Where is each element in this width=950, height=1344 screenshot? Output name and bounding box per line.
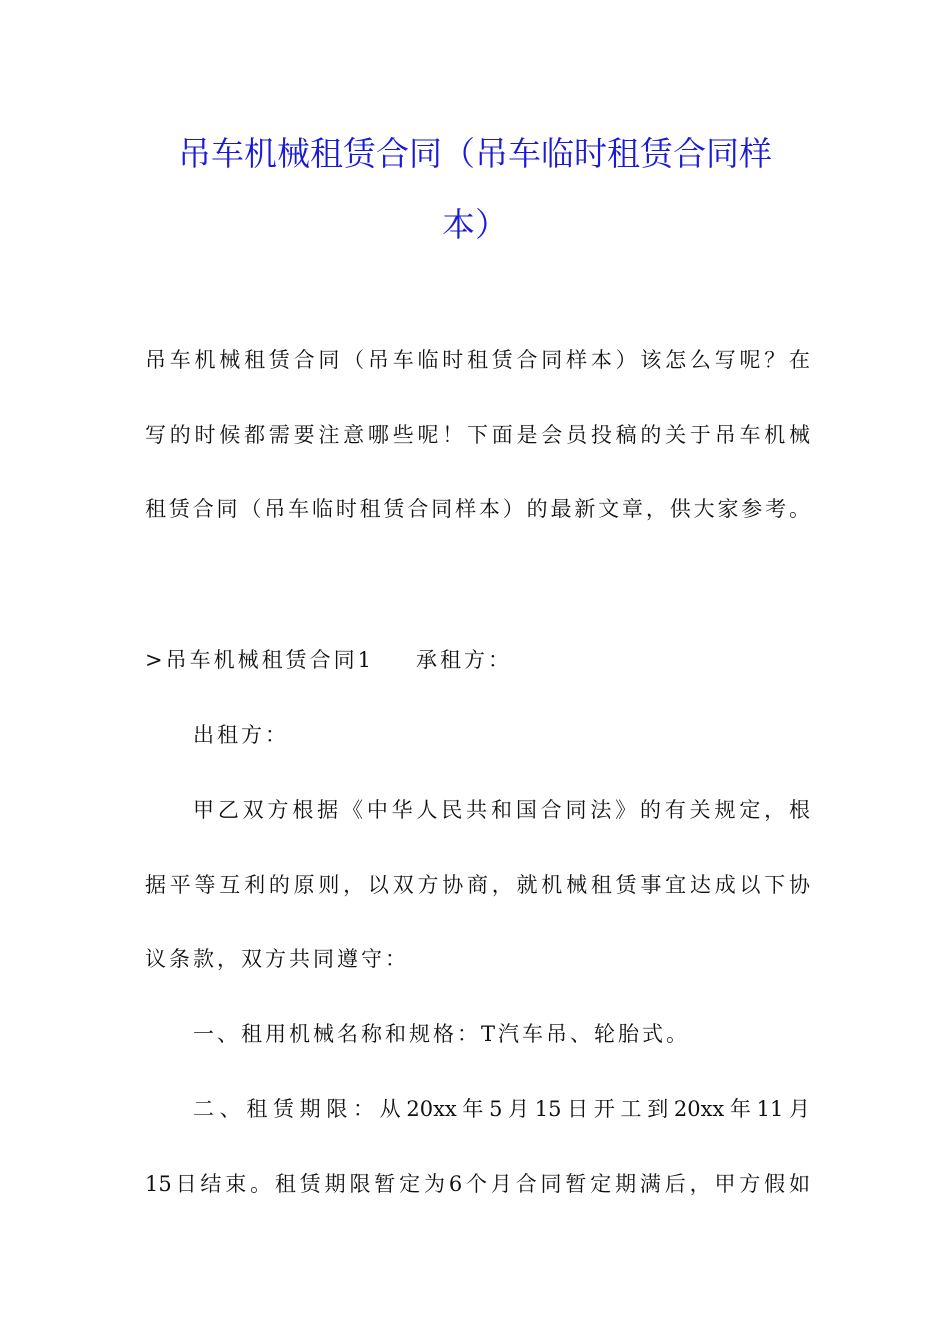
intro-line-1: 吊车机械租赁合同（吊车临时租赁合同样本）该怎么写呢？在 bbox=[145, 348, 810, 372]
document-title-line-2: 本） bbox=[442, 205, 508, 244]
lessor-label: 出租方： bbox=[193, 723, 289, 747]
contract-heading: >吊车机械租赁合同1 bbox=[145, 648, 374, 672]
contract-heading-row bbox=[145, 645, 810, 675]
document-title-line-1: 吊车机械租赁合同（吊车临时租赁合同样 bbox=[178, 134, 772, 173]
item-2-line-2: 15日结束。租赁期限暂定为6个月合同暂定期满后，甲方假如 bbox=[145, 1172, 810, 1196]
para1-line-2: 据平等互利的原则，以双方协商，就机械租赁事宜达成以下协 bbox=[145, 873, 810, 897]
intro-line-3: 租赁合同（吊车临时租赁合同样本）的最新文章，供大家参考。 bbox=[145, 497, 810, 521]
item-1: 一、租用机械名称和规格：T汽车吊、轮胎式。 bbox=[193, 1022, 691, 1046]
para1-line-1: 甲乙双方根据《中华人民共和国合同法》的有关规定，根 bbox=[193, 798, 810, 822]
para1-line-3: 议条款，双方共同遵守： bbox=[145, 947, 409, 971]
item-2-line-1: 二、租赁期限：从20xx年5月15日开工到20xx年11月 bbox=[193, 1097, 810, 1121]
lessee-label: 承租方： bbox=[415, 648, 512, 672]
intro-line-2: 写的时候都需要注意哪些呢！下面是会员投稿的关于吊车机械 bbox=[145, 423, 810, 447]
